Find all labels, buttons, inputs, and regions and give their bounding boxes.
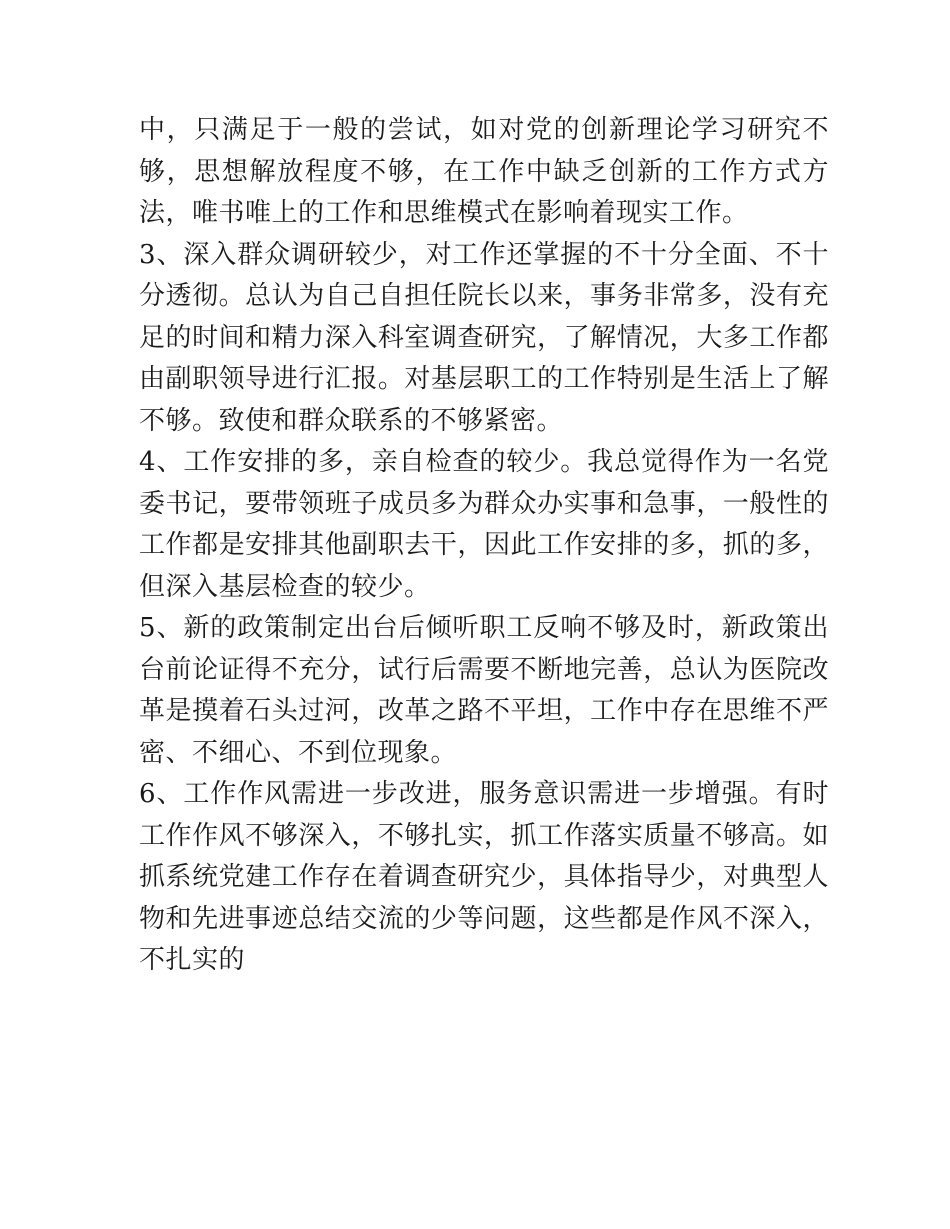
paragraph-item-4: 4、工作安排的多，亲自检查的较少。我总觉得作为一名党委书记，要带领班子成员多为群众办实事和急事，一般性的工作都是安排其他副职去干，因此工作安排的多，抓的多，但深入基层检查的较少。 [139, 447, 829, 602]
paragraph-continuation: 中，只满足于一般的尝试，如对党的创新理论学习研究不够，思想解放程度不够，在工作中缺乏创新的工作方式方法，唯书唯上的工作和思维模式在影响着现实工作。 [139, 115, 829, 228]
paragraph-item-6: 6、工作作风需进一步改进，服务意识需进一步增强。有时工作作风不够深入，不够扎实，抓工作落实质量不够高。如抓系统党建工作存在着调查研究少，具体指导少，对典型人物和先进事迹总结交流的少等问题，这些都是作风不深入，不扎实的 [139, 779, 829, 975]
document-body [139, 110, 829, 982]
paragraph-item-3: 3、深入群众调研较少，对工作还掌握的不十分全面、不十分透彻。总认为自己自担任院长以来，事务非常多，没有充足的时间和精力深入科室调查研究，了解情况，大多工作都由副职领导进行汇报。对基层职工的工作特别是生活上了解不够。致使和群众联系的不够紧密。 [139, 239, 829, 436]
paragraph-item-5: 5、新的政策制定出台后倾听职工反响不够及时，新政策出台前论证得不充分，试行后需要不断地完善，总认为医院改革是摸着石头过河，改革之路不平坦，工作中存在思维不严密、不细心、不到位现象。 [139, 613, 829, 768]
